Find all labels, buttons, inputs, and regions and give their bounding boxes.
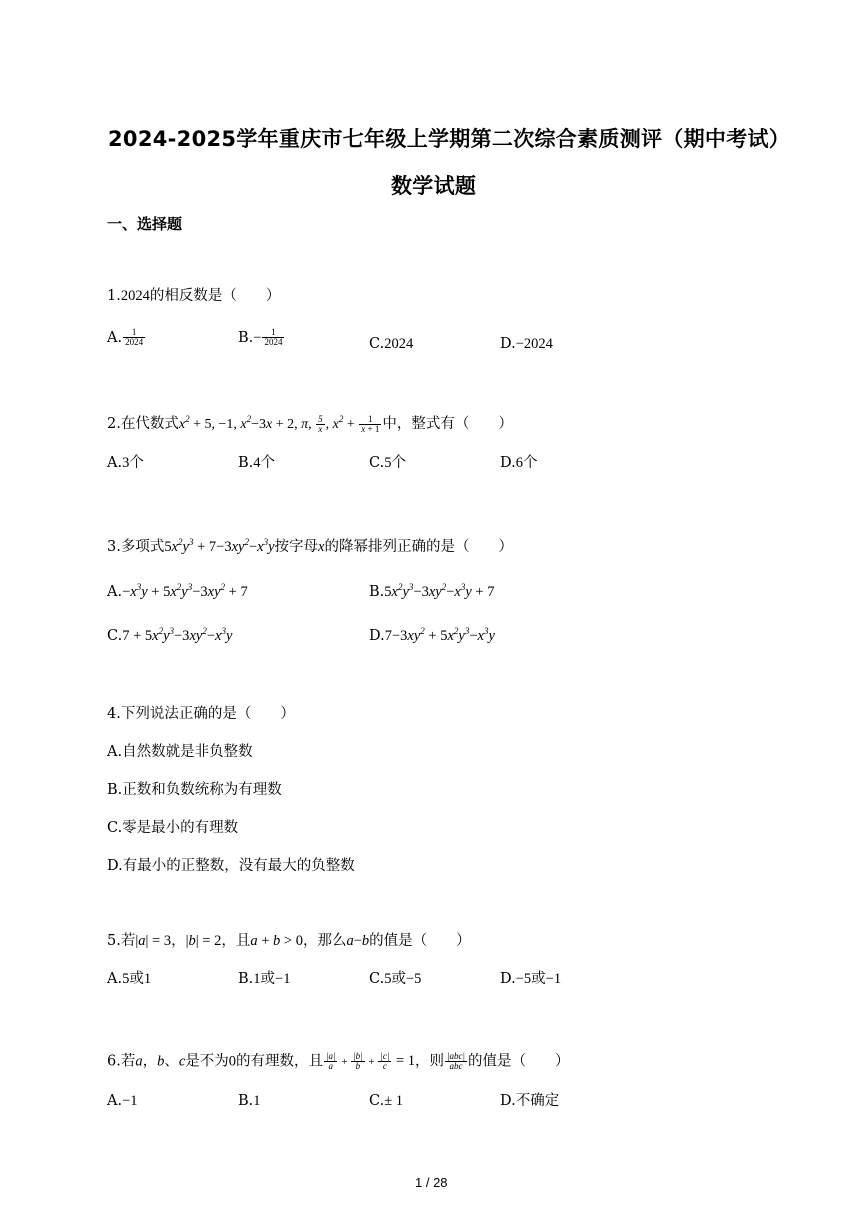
- option-label: A.: [107, 971, 123, 987]
- question-text: ，且: [221, 933, 251, 949]
- option-label: D.: [369, 628, 385, 644]
- question-text: 的相反数是（ ）: [149, 288, 281, 304]
- question-number: 6.: [107, 1053, 121, 1070]
- q1-option-c[interactable]: [369, 337, 413, 352]
- question-number: 3.: [107, 539, 121, 555]
- fraction-denominator: 2024: [125, 337, 144, 348]
- q1-option-a[interactable]: [107, 328, 146, 348]
- question-text: 按字母: [274, 539, 319, 555]
- option-value: −5: [405, 971, 422, 987]
- q6-option-a[interactable]: [107, 1094, 138, 1109]
- q5-option-a[interactable]: [107, 972, 151, 987]
- option-value: 4: [253, 455, 261, 471]
- math-expression: $7 + 5x^2y^3-3xy^2-x^3y$: [122, 626, 233, 644]
- option-label: C.: [369, 336, 385, 352]
- option-label: C.: [369, 455, 385, 471]
- fraction-denominator: 2024: [264, 337, 283, 348]
- q1-option-b[interactable]: [238, 328, 285, 348]
- page-number: 1 / 28: [415, 1175, 448, 1190]
- option-label: A.: [107, 329, 123, 346]
- option-value: 5: [384, 455, 392, 471]
- question-text: 下列说法正确的是（ ）: [120, 706, 295, 722]
- question-text: 的值是（ ）: [369, 933, 471, 949]
- option-label: C.: [369, 1093, 385, 1109]
- option-value: 6: [515, 455, 523, 471]
- math-expression: $x^2 + 5$, −1, $x^2-3x + 2$, π, $\frac{5}{x}$ , $x^2$ + $\frac{1}{x + 1}$: [178, 414, 380, 435]
- option-label: A.: [107, 455, 123, 471]
- question-1: [107, 289, 280, 304]
- question-6: [107, 1052, 569, 1072]
- page-title-line1: 2024-2025学年重庆市七年级上学期第二次综合素质测评（期中考试）: [108, 127, 791, 151]
- question-text: 是不为: [185, 1053, 229, 1070]
- option-value: 1: [253, 1093, 261, 1109]
- q4-option-b[interactable]: B.正数和负数统称为有理数: [107, 782, 282, 798]
- math-expression: $7-3xy^2 + 5x^2y^3-x^3y$: [384, 626, 495, 644]
- option-value: 1: [253, 971, 261, 987]
- question-text: 多项式: [120, 539, 165, 555]
- q3-option-d[interactable]: [369, 626, 495, 644]
- question-text: ，那么: [302, 933, 347, 949]
- question-text: 若: [120, 1053, 136, 1070]
- fraction: [262, 328, 284, 348]
- q6-option-b[interactable]: [238, 1094, 261, 1109]
- q3-option-a[interactable]: [107, 582, 248, 600]
- option-value: −2024: [515, 336, 553, 352]
- math-variable: c: [178, 1053, 186, 1070]
- math-value: 2024: [120, 288, 150, 304]
- q4-option-a[interactable]: A.自然数就是非负整数: [107, 744, 253, 760]
- question-text: ，: [171, 933, 186, 949]
- option-label: A.: [107, 584, 123, 600]
- option-label: B.: [238, 971, 254, 987]
- question-text: ，: [142, 1053, 158, 1070]
- q5-option-d[interactable]: [500, 972, 561, 987]
- option-unit: 个: [260, 455, 276, 471]
- option-label: B.: [369, 584, 385, 600]
- option-value: −1: [275, 971, 291, 987]
- option-label: D.: [500, 336, 516, 352]
- option-value: −5: [515, 971, 532, 987]
- question-text: 中，整式有（ ）: [382, 416, 513, 433]
- q2-option-b[interactable]: [238, 456, 275, 471]
- question-2: [107, 415, 513, 435]
- question-5: [107, 934, 471, 949]
- option-label: C.: [369, 971, 385, 987]
- q3-option-b[interactable]: [369, 582, 495, 600]
- option-value: 3: [122, 455, 130, 471]
- page-title-line2: 数学试题: [391, 174, 477, 198]
- option-value: 1: [143, 971, 152, 987]
- option-value: 5: [122, 971, 130, 987]
- question-number: 4.: [107, 706, 121, 722]
- q2-option-c[interactable]: [369, 456, 406, 471]
- math-expression: |a| = 3: [135, 933, 172, 949]
- question-number: 1.: [107, 288, 121, 304]
- q3-option-c[interactable]: [107, 626, 233, 644]
- question-text: 、: [164, 1053, 179, 1070]
- math-expression: a−b: [346, 933, 370, 949]
- q2-option-d[interactable]: [500, 456, 537, 471]
- math-expression: $\frac{|a|}{a}$ + $\frac{|b|}{b}$ + $\frac{|c|}{c}$ = 1: [326, 1051, 416, 1072]
- option-value: ± 1: [384, 1093, 404, 1109]
- fraction-numerator: 1: [123, 328, 145, 338]
- question-text: 若: [120, 933, 136, 949]
- math-variable: x: [318, 539, 325, 555]
- question-4: [107, 707, 295, 722]
- question-3: [107, 537, 513, 555]
- math-variable: a: [135, 1053, 143, 1070]
- option-unit: 个: [129, 455, 144, 471]
- question-text: 的有理数，且: [236, 1053, 324, 1070]
- option-value: −1: [545, 971, 562, 987]
- option-text: 或: [391, 971, 406, 987]
- option-value: 5: [384, 971, 392, 987]
- section-heading: 一、选择题: [107, 215, 183, 233]
- option-text: 或: [531, 971, 546, 987]
- q1-option-d[interactable]: [500, 337, 553, 352]
- q6-option-d[interactable]: D.不确定: [500, 1093, 560, 1109]
- math-expression: $5x^2y^3 + 7-3xy^2-x^3y$: [164, 537, 275, 555]
- option-text: 或: [260, 971, 276, 987]
- math-expression: a + b > 0: [250, 933, 303, 949]
- option-label: B.: [238, 329, 254, 346]
- math-expression: $\frac{\text{|abc|}}{\text{abc}}$: [447, 1051, 465, 1072]
- fraction-numerator: 1: [262, 328, 284, 338]
- question-number: 2.: [107, 416, 121, 433]
- question-text: 的降幂排列正确的是（ ）: [324, 539, 513, 555]
- fraction: [123, 328, 145, 348]
- question-text: ，则: [415, 1053, 445, 1070]
- minus-sign: −: [253, 329, 262, 346]
- option-unit: 个: [522, 455, 538, 471]
- math-value: 0: [228, 1053, 237, 1070]
- q4-option-d[interactable]: D.有最小的正整数，没有最大的负整数: [107, 858, 355, 874]
- q6-option-c[interactable]: [369, 1094, 403, 1109]
- option-value: 2024: [384, 336, 414, 352]
- option-label: B.: [238, 1093, 254, 1109]
- math-expression: |b| = 2: [185, 933, 222, 949]
- question-text: 的值是（ ）: [467, 1053, 570, 1070]
- question-number: 5.: [107, 933, 121, 949]
- math-expression: $-x^3y + 5x^2y^3-3xy^2 + 7$: [122, 582, 248, 600]
- option-value: −1: [122, 1093, 138, 1109]
- q5-option-b[interactable]: [238, 972, 290, 987]
- option-text: 或: [129, 971, 144, 987]
- math-variable: b: [157, 1053, 165, 1070]
- question-text: 在代数式: [120, 416, 179, 433]
- q4-option-c[interactable]: C.零是最小的有理数: [107, 820, 239, 836]
- option-label: B.: [238, 455, 254, 471]
- q5-option-c[interactable]: [369, 972, 421, 987]
- math-expression: $5x^2y^3-3xy^2-x^3y + 7$: [384, 582, 495, 600]
- option-label: D.: [500, 971, 516, 987]
- q2-option-a[interactable]: [107, 456, 144, 471]
- option-label: D.: [500, 455, 516, 471]
- option-label: A.: [107, 1093, 123, 1109]
- option-label: C.: [107, 628, 123, 644]
- option-unit: 个: [391, 455, 406, 471]
